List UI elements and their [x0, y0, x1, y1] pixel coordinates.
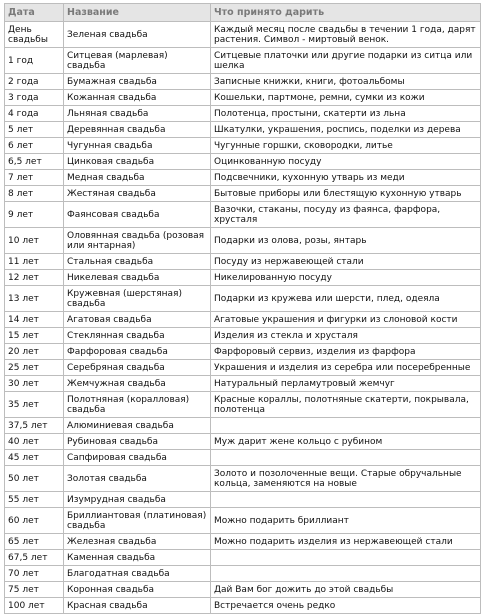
- cell-gift: Натуральный перламутровый жемчуг: [211, 376, 481, 392]
- table-row: [5, 106, 481, 122]
- cell-date: 67,5 лет: [5, 550, 64, 566]
- cell-date: 7 лет: [5, 170, 64, 186]
- cell-name: Стеклянная свадьба: [64, 328, 211, 344]
- cell-gift: Встречается очень редко: [211, 598, 481, 614]
- cell-name: Никелевая свадьба: [64, 270, 211, 286]
- cell-date: 14 лет: [5, 312, 64, 328]
- cell-gift: [211, 418, 481, 434]
- cell-gift: [211, 492, 481, 508]
- cell-date: 1 год: [5, 48, 64, 74]
- cell-name: Полотняная (коралловая) свадьба: [64, 392, 211, 418]
- cell-name: Бриллиантовая (платиновая) свадьба: [64, 508, 211, 534]
- cell-name: Рубиновая свадьба: [64, 434, 211, 450]
- cell-name: Красная свадьба: [64, 598, 211, 614]
- cell-date: 10 лет: [5, 228, 64, 254]
- cell-gift: Агатовые украшения и фигурки из слоновой кости: [211, 312, 481, 328]
- cell-gift: Вазочки, стаканы, посуду из фаянса, фарфора, хрусталя: [211, 202, 481, 228]
- table-row: [5, 48, 481, 74]
- cell-name: Железная свадьба: [64, 534, 211, 550]
- cell-date: 70 лет: [5, 566, 64, 582]
- cell-gift: Шкатулки, украшения, роспись, поделки из дерева: [211, 122, 481, 138]
- table-row: [5, 270, 481, 286]
- cell-date: 50 лет: [5, 466, 64, 492]
- column-header-gift: Что принято дарить: [211, 4, 481, 22]
- cell-name: Стальная свадьба: [64, 254, 211, 270]
- table-row: [5, 598, 481, 614]
- cell-name: Бумажная свадьба: [64, 74, 211, 90]
- table-row: [5, 582, 481, 598]
- cell-date: 65 лет: [5, 534, 64, 550]
- cell-gift: Можно подарить изделия из нержавеющей стали: [211, 534, 481, 550]
- cell-date: 9 лет: [5, 202, 64, 228]
- cell-gift: Золото и позолоченные вещи. Старые обручальные кольца, заменяются на новые: [211, 466, 481, 492]
- cell-date: День свадьбы: [5, 22, 64, 48]
- cell-date: 20 лет: [5, 344, 64, 360]
- cell-name: Каменная свадьба: [64, 550, 211, 566]
- cell-name: Изумрудная свадьба: [64, 492, 211, 508]
- table-row: [5, 254, 481, 270]
- cell-name: Оловянная свадьба (розовая или янтарная): [64, 228, 211, 254]
- column-header-date: Дата: [5, 4, 64, 22]
- cell-date: 35 лет: [5, 392, 64, 418]
- cell-gift: Чугунные горшки, сковородки, литье: [211, 138, 481, 154]
- cell-gift: Подарки из кружева или шерсти, плед, одеяла: [211, 286, 481, 312]
- table-row: [5, 392, 481, 418]
- cell-gift: Муж дарит жене кольцо с рубином: [211, 434, 481, 450]
- table-row: [5, 492, 481, 508]
- table-row: [5, 566, 481, 582]
- cell-gift: Украшения и изделия из серебра или посеребренные: [211, 360, 481, 376]
- table-row: [5, 450, 481, 466]
- cell-name: Ситцевая (марлевая) свадьба: [64, 48, 211, 74]
- cell-name: Деревянная свадьба: [64, 122, 211, 138]
- table-row: [5, 534, 481, 550]
- cell-name: Коронная свадьба: [64, 582, 211, 598]
- cell-name: Чугунная свадьба: [64, 138, 211, 154]
- cell-name: Фарфоровая свадьба: [64, 344, 211, 360]
- cell-name: Алюминиевая свадьба: [64, 418, 211, 434]
- cell-date: 6 лет: [5, 138, 64, 154]
- cell-date: 15 лет: [5, 328, 64, 344]
- table-row: [5, 434, 481, 450]
- table-row: [5, 466, 481, 492]
- cell-gift: Посуду из нержавеющей стали: [211, 254, 481, 270]
- table-row: [5, 550, 481, 566]
- table-row: [5, 286, 481, 312]
- cell-date: 13 лет: [5, 286, 64, 312]
- cell-gift: Оцинкованную посуду: [211, 154, 481, 170]
- table-row: [5, 344, 481, 360]
- cell-date: 40 лет: [5, 434, 64, 450]
- cell-gift: Можно подарить бриллиант: [211, 508, 481, 534]
- table-row: [5, 202, 481, 228]
- cell-name: Жемчужная свадьба: [64, 376, 211, 392]
- cell-gift: Записные книжки, книги, фотоальбомы: [211, 74, 481, 90]
- cell-date: 30 лет: [5, 376, 64, 392]
- cell-date: 75 лет: [5, 582, 64, 598]
- cell-name: Кожанная свадьба: [64, 90, 211, 106]
- table-row: [5, 508, 481, 534]
- cell-date: 60 лет: [5, 508, 64, 534]
- cell-name: Зеленая свадьба: [64, 22, 211, 48]
- table-row: [5, 312, 481, 328]
- cell-gift: Кошельки, партмоне, ремни, сумки из кожи: [211, 90, 481, 106]
- cell-name: Благодатная свадьба: [64, 566, 211, 582]
- cell-name: Золотая свадьба: [64, 466, 211, 492]
- cell-name: Кружевная (шерстяная) свадьба: [64, 286, 211, 312]
- table-row: [5, 74, 481, 90]
- cell-name: Жестяная свадьба: [64, 186, 211, 202]
- table-row: [5, 360, 481, 376]
- cell-date: 100 лет: [5, 598, 64, 614]
- cell-date: 12 лет: [5, 270, 64, 286]
- cell-date: 3 года: [5, 90, 64, 106]
- cell-gift: Бытовые приборы или блестящую кухонную утварь: [211, 186, 481, 202]
- table-row: [5, 154, 481, 170]
- anniversary-table: [4, 3, 481, 614]
- cell-name: Серебряная свадьба: [64, 360, 211, 376]
- cell-date: 6,5 лет: [5, 154, 64, 170]
- cell-date: 37,5 лет: [5, 418, 64, 434]
- cell-date: 11 лет: [5, 254, 64, 270]
- cell-gift: Изделия из стекла и хрусталя: [211, 328, 481, 344]
- cell-name: Льняная свадьба: [64, 106, 211, 122]
- cell-name: Фаянсовая свадьба: [64, 202, 211, 228]
- cell-gift: Полотенца, простыни, скатерти из льна: [211, 106, 481, 122]
- table-row: [5, 138, 481, 154]
- cell-gift: Никелированную посуду: [211, 270, 481, 286]
- cell-gift: [211, 450, 481, 466]
- cell-name: Медная свадьба: [64, 170, 211, 186]
- table-row: [5, 376, 481, 392]
- table-row: [5, 228, 481, 254]
- cell-date: 2 года: [5, 74, 64, 90]
- table-row: [5, 186, 481, 202]
- cell-date: 25 лет: [5, 360, 64, 376]
- cell-gift: Подсвечники, кухонную утварь из меди: [211, 170, 481, 186]
- table-row: [5, 90, 481, 106]
- column-header-name: Название: [64, 4, 211, 22]
- cell-gift: Фарфоровый сервиз, изделия из фарфора: [211, 344, 481, 360]
- cell-name: Сапфировая свадьба: [64, 450, 211, 466]
- cell-gift: Ситцевые платочки или другие подарки из ситца или шелка: [211, 48, 481, 74]
- cell-date: 45 лет: [5, 450, 64, 466]
- cell-date: 55 лет: [5, 492, 64, 508]
- cell-name: Цинковая свадьба: [64, 154, 211, 170]
- table-row: [5, 122, 481, 138]
- cell-date: 8 лет: [5, 186, 64, 202]
- table-row: [5, 22, 481, 48]
- cell-gift: Дай Вам бог дожить до этой свадьбы: [211, 582, 481, 598]
- cell-gift: Каждый месяц после свадьбы в течении 1 года, дарят растения. Символ - миртовый венок.: [211, 22, 481, 48]
- table-row: [5, 418, 481, 434]
- cell-gift: [211, 566, 481, 582]
- table-body: [5, 22, 481, 614]
- cell-date: 4 года: [5, 106, 64, 122]
- cell-gift: Подарки из олова, розы, янтарь: [211, 228, 481, 254]
- cell-gift: Красные кораллы, полотняные скатерти, покрывала, полотенца: [211, 392, 481, 418]
- table-row: [5, 328, 481, 344]
- cell-gift: [211, 550, 481, 566]
- table-row: [5, 170, 481, 186]
- table-header-row: [5, 4, 481, 22]
- cell-name: Агатовая свадьба: [64, 312, 211, 328]
- cell-date: 5 лет: [5, 122, 64, 138]
